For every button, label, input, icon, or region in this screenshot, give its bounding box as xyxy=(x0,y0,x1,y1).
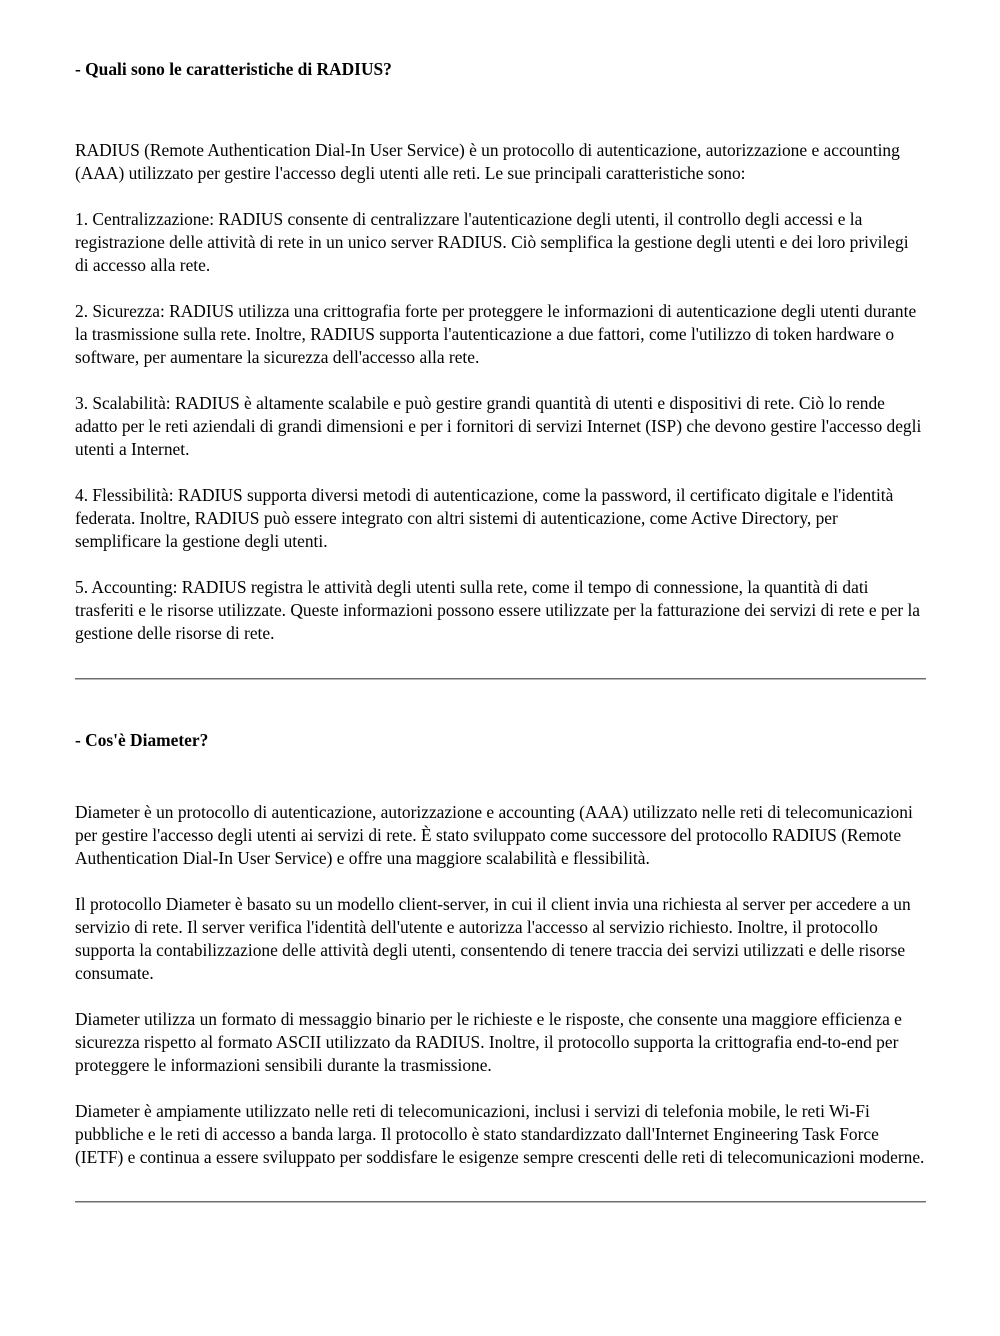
paragraph: 3. Scalabilità: RADIUS è altamente scalabile e può gestire grandi quantità di utenti e dispositivi di rete. Ciò lo rende adatto per le reti aziendali di grandi dimensioni e per i fornitori di servizi Internet (ISP) che devono gestire l'accesso degli utenti a Internet. xyxy=(75,393,922,459)
paragraph: 5. Accounting: RADIUS registra le attività degli utenti sulla rete, come il tempo di connessione, la quantità di dati trasferiti e le risorse utilizzate. Queste informazioni possono essere utilizzate per la fatturazione dei servizi di rete e per la gestione delle risorse di rete. xyxy=(75,577,921,643)
section-heading: - Cos'è Diameter? xyxy=(75,730,209,750)
document-page xyxy=(75,0,926,1203)
horizontal-divider xyxy=(75,678,926,680)
paragraph: RADIUS (Remote Authentication Dial-In User Service) è un protocollo di autenticazione, autorizzazione e accounting (AAA) utilizzato per gestire l'accesso degli utenti alle reti. Le sue principali caratteristiche sono: xyxy=(75,140,900,183)
paragraph: Diameter utilizza un formato di messaggio binario per le richieste e le risposte, che consente una maggiore efficienza e sicurezza rispetto al formato ASCII utilizzato da RADIUS. Inoltre, il protocollo supporta la crittografia end-to-end per proteggere le informazioni sensibili durante la trasmissione. xyxy=(75,1009,902,1075)
horizontal-divider xyxy=(75,1201,926,1203)
paragraph: Diameter è un protocollo di autenticazione, autorizzazione e accounting (AAA) utilizzato nelle reti di telecomunicazioni per gestire l'accesso degli utenti ai servizi di rete. È stato sviluppato come successore del protocollo RADIUS (Remote Authentication Dial-In User Service) e offre una maggiore scalabilità e flessibilità. xyxy=(75,802,913,868)
section-diameter xyxy=(75,729,926,1203)
paragraph: 1. Centralizzazione: RADIUS consente di centralizzare l'autenticazione degli utenti, il controllo degli accessi e la registrazione delle attività di rete in un unico server RADIUS. Ciò semplifica la gestione degli utenti e dei loro privilegi di accesso alla rete. xyxy=(75,209,909,275)
paragraph: 2. Sicurezza: RADIUS utilizza una crittografia forte per proteggere le informazioni di autenticazione degli utenti durante la trasmissione sulla rete. Inoltre, RADIUS supporta l'autenticazione a due fattori, come l'utilizzo di token hardware o software, per aumentare la sicurezza dell'accesso alla rete. xyxy=(75,301,917,367)
paragraph: Diameter è ampiamente utilizzato nelle reti di telecomunicazioni, inclusi i servizi di telefonia mobile, le reti Wi-Fi pubbliche e le reti di accesso a banda larga. Il protocollo è stato standardizzato dall'Internet Engineering Task Force (IETF) e continua a essere sviluppato per soddisfare le esigenze sempre crescenti delle reti di telecomunicazioni moderne. xyxy=(75,1101,925,1167)
paragraph: 4. Flessibilità: RADIUS supporta diversi metodi di autenticazione, come la password, il certificato digitale e l'identità federata. Inoltre, RADIUS può essere integrato con altri sistemi di autenticazione, come Active Directory, per semplificare la gestione degli utenti. xyxy=(75,485,894,551)
section-radius xyxy=(75,58,926,680)
paragraph: Il protocollo Diameter è basato su un modello client-server, in cui il client invia una richiesta al server per accedere a un servizio di rete. Il server verifica l'identità dell'utente e autorizza l'accesso al servizio richiesto. Inoltre, il protocollo supporta la contabilizzazione delle attività degli utenti, consentendo di tenere traccia dei servizi utilizzati e delle risorse consumate. xyxy=(75,894,911,983)
section-heading: - Quali sono le caratteristiche di RADIUS? xyxy=(75,59,392,79)
